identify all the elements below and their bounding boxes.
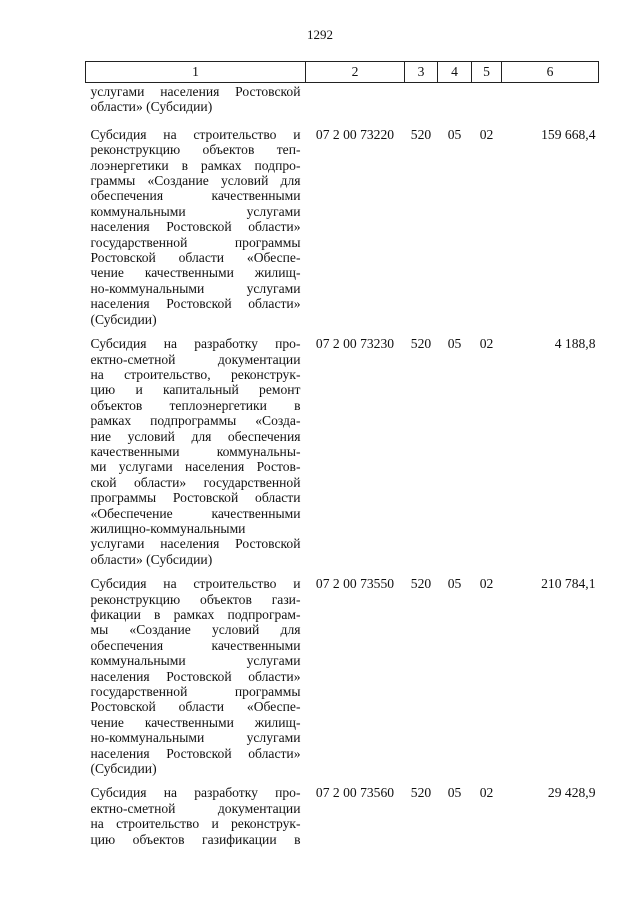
text-line: фикации в рамках подпрограм-: [90, 607, 301, 622]
text-line: Субсидия на строительство и: [90, 576, 301, 592]
budget-table: [85, 61, 599, 856]
text-line: населения Ростовской области»: [90, 668, 301, 684]
expense-type: 520: [410, 126, 432, 142]
text-line: лоэнергетики в рамках подпро-: [90, 157, 301, 173]
text-line: чение качественными жилищ-: [90, 714, 301, 730]
text-line: обеспечения качественными: [90, 188, 301, 204]
text-line: объектов теплоэнергетики в: [90, 397, 301, 413]
table-row: [86, 127, 599, 336]
section: 05: [447, 785, 462, 801]
text-line: цию и капитальный ремонт: [90, 382, 301, 398]
text-line: обеспечения качественными: [90, 637, 301, 653]
text-line: государственной программы: [90, 234, 301, 250]
item-description: [86, 127, 306, 336]
text-line: Ростовской области «Обеспе-: [90, 250, 301, 266]
text-line: услугами населения Ростовской: [90, 536, 301, 552]
amount: 210 784,1: [541, 576, 596, 592]
text-line: области» (Субсидии): [90, 551, 213, 567]
continuation-text: [86, 83, 306, 127]
text-line: но-коммунальными услугами: [90, 730, 301, 746]
subsection: 02: [479, 576, 494, 592]
column-header-4: 4: [438, 62, 472, 83]
expense-type: 520: [410, 785, 432, 801]
continuation-row: [86, 83, 599, 127]
text-line: коммунальными услугами: [90, 653, 301, 669]
text-line: на строительство и реконструк-: [90, 816, 301, 832]
text-line: Субсидия на разработку про-: [90, 336, 301, 352]
expense-type: 520: [410, 576, 432, 592]
section: 05: [447, 126, 462, 142]
text-line: ние условий для обеспечения: [90, 428, 301, 444]
subsection: 02: [479, 336, 494, 352]
item-description: [86, 336, 306, 576]
text-line: жилищно-коммунальными: [90, 520, 246, 536]
text-line: коммунальными услугами: [90, 203, 301, 219]
text-line: (Субсидии): [90, 311, 157, 327]
text-line: программы Ростовской области: [90, 490, 301, 506]
section: 05: [447, 576, 462, 592]
amount: 159 668,4: [541, 126, 596, 142]
subsection: 02: [479, 785, 494, 801]
column-header-5: 5: [472, 62, 502, 83]
item-description: [86, 576, 306, 785]
text-line: мы «Создание условий для: [90, 622, 301, 638]
text-line: реконструкцию объектов теп-: [90, 142, 301, 158]
target-code: 07 2 00 73560: [315, 785, 395, 801]
column-header-2: 2: [306, 62, 405, 83]
text-line: ектно-сметной документации: [90, 800, 301, 816]
text-line: населения Ростовской области»: [90, 745, 301, 761]
text-line: но-коммунальными услугами: [90, 280, 301, 296]
text-line: области» (Субсидии): [90, 99, 213, 115]
text-line: населения Ростовской области»: [90, 296, 301, 312]
amount: 4 188,8: [554, 336, 596, 352]
text-line: государственной программы: [90, 684, 301, 700]
text-line: реконструкцию объектов гази-: [90, 591, 301, 607]
text-line: услугами населения Ростовской: [90, 84, 301, 99]
target-code: 07 2 00 73230: [315, 336, 395, 352]
page-number: 1292: [307, 27, 333, 42]
text-line: Субсидия на разработку про-: [90, 785, 301, 801]
target-code: 07 2 00 73550: [315, 576, 395, 592]
column-header-1: 1: [86, 62, 306, 83]
text-line: на строительство, реконструк-: [90, 366, 301, 382]
text-line: ектно-сметной документации: [90, 351, 301, 367]
target-code: 07 2 00 73220: [315, 126, 395, 142]
text-line: ми услугами населения Ростов-: [90, 459, 301, 475]
table-row: [86, 576, 599, 785]
text-line: Субсидия на строительство и: [90, 126, 301, 142]
text-line: Ростовской области «Обеспе-: [90, 699, 301, 715]
text-line: «Обеспечение качественными: [90, 505, 301, 521]
column-header-6: 6: [502, 62, 599, 83]
text-line: (Субсидии): [90, 761, 157, 777]
amount: 29 428,9: [547, 785, 596, 801]
text-line: граммы «Создание условий для: [90, 173, 301, 189]
item-description: [86, 785, 306, 856]
text-line: качественными коммунальны-: [90, 443, 301, 459]
subsection: 02: [479, 126, 494, 142]
column-header-3: 3: [405, 62, 438, 83]
table-row: [86, 785, 599, 856]
text-line: чение качественными жилищ-: [90, 265, 301, 281]
header-row: [86, 62, 599, 83]
text-line: рамках подпрограммы «Созда-: [90, 413, 301, 429]
text-line: населения Ростовской области»: [90, 219, 301, 235]
text-line: ской области» государственной: [90, 474, 301, 490]
table-row: [86, 336, 599, 576]
text-line: цию объектов газификации в: [90, 831, 301, 847]
expense-type: 520: [410, 336, 432, 352]
section: 05: [447, 336, 462, 352]
